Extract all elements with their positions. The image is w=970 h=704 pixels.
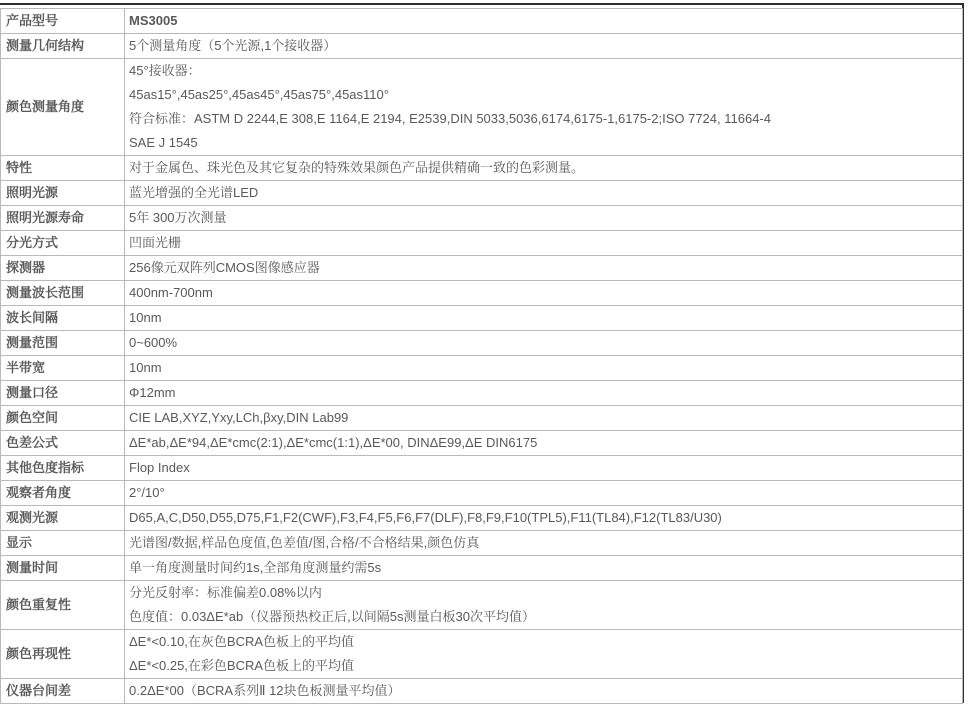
- spec-value-line: SAE J 1545: [129, 135, 198, 150]
- spec-row: [1, 556, 963, 581]
- spec-label: 观测光源: [1, 506, 125, 531]
- spec-label: 观察者角度: [1, 481, 125, 506]
- spec-value-line: Flop Index: [129, 460, 190, 475]
- spec-label: 显示: [1, 531, 125, 556]
- spec-value-line: 色度值：0.03ΔE*ab（仪器预热校正后,以间隔5s测量白板30次平均值）: [129, 609, 535, 624]
- spec-row: [1, 256, 963, 281]
- spec-value: [125, 9, 963, 34]
- spec-value: [125, 556, 963, 581]
- spec-row: [1, 9, 963, 34]
- spec-label: 颜色测量角度: [1, 59, 125, 156]
- spec-row: [1, 431, 963, 456]
- spec-row: [1, 381, 963, 406]
- spec-label: 照明光源寿命: [1, 206, 125, 231]
- spec-row: [1, 581, 963, 630]
- spec-label: 波长间隔: [1, 306, 125, 331]
- spec-value: [125, 506, 963, 531]
- spec-value-line: 10nm: [129, 360, 162, 375]
- spec-row: [1, 406, 963, 431]
- spec-value-line: ΔE*ab,ΔE*94,ΔE*cmc(2:1),ΔE*cmc(1:1),ΔE*00, DINΔE99,ΔE DIN6175: [129, 435, 538, 450]
- spec-value-line: 400nm-700nm: [129, 285, 213, 300]
- spec-value: [125, 59, 963, 156]
- spec-value: [125, 431, 963, 456]
- spec-value-line: 5年 300万次测量: [129, 210, 227, 225]
- spec-value: [125, 406, 963, 431]
- spec-value-line: MS3005: [129, 13, 178, 28]
- spec-label: 分光方式: [1, 231, 125, 256]
- spec-label: 测量波长范围: [1, 281, 125, 306]
- product-spec-table: [0, 8, 963, 704]
- spec-value: [125, 206, 963, 231]
- spec-value: [125, 679, 963, 704]
- spec-value-line: CIE LAB,XYZ,Yxy,LCh,βxy,DIN Lab99: [129, 410, 349, 425]
- spec-label: 颜色重复性: [1, 581, 125, 630]
- spec-value-line: 光谱图/数据,样品色度值,色差值/图,合格/不合格结果,颜色仿真: [129, 535, 480, 550]
- spec-row: [1, 306, 963, 331]
- spec-value-line: 0~600%: [129, 335, 178, 350]
- spec-row: [1, 630, 963, 679]
- spec-value: [125, 34, 963, 59]
- spec-label: 测量几何结构: [1, 34, 125, 59]
- spec-value-line: 0.2ΔE*00（BCRA系列Ⅱ 12块色板测量平均值）: [129, 683, 401, 698]
- spec-value: [125, 630, 963, 679]
- spec-label: 其他色度指标: [1, 456, 125, 481]
- spec-label: 产品型号: [1, 9, 125, 34]
- spec-row: [1, 206, 963, 231]
- spec-value-line: 5个测量角度（5个光源,1个接收器）: [129, 38, 337, 53]
- spec-label: 特性: [1, 156, 125, 181]
- spec-value-line: 单一角度测量时间约1s,全部角度测量约需5s: [129, 560, 382, 575]
- spec-label: 半带宽: [1, 356, 125, 381]
- spec-value-line: 符合标准：ASTM D 2244,E 308,E 1164,E 2194, E2539,DIN 5033,5036,6174,6175-1,6175-2;ISO 7724, 11664-4: [129, 111, 771, 126]
- spec-row: [1, 231, 963, 256]
- spec-value-line: 2°/10°: [129, 485, 165, 500]
- spec-value: [125, 306, 963, 331]
- spec-value-line: 256像元双阵列CMOS图像感应器: [129, 260, 320, 275]
- spec-row: [1, 331, 963, 356]
- page-top-divider-line: [0, 3, 964, 5]
- spec-value-line: 45°接收器：: [129, 63, 201, 78]
- spec-label: 色差公式: [1, 431, 125, 456]
- spec-value-line: 蓝光增强的全光谱LED: [129, 185, 259, 200]
- spec-value: [125, 181, 963, 206]
- spec-label: 测量范围: [1, 331, 125, 356]
- spec-row: [1, 506, 963, 531]
- spec-value-line: Φ12mm: [129, 385, 176, 400]
- spec-label: 测量口径: [1, 381, 125, 406]
- spec-value: [125, 456, 963, 481]
- spec-row: [1, 356, 963, 381]
- spec-value-line: ΔE*<0.25,在彩色BCRA色板上的平均值: [129, 658, 355, 673]
- spec-value-line: 凹面光栅: [129, 235, 182, 250]
- spec-value: [125, 581, 963, 630]
- spec-row: [1, 34, 963, 59]
- spec-row: [1, 181, 963, 206]
- spec-row: [1, 456, 963, 481]
- spec-value-line: ΔE*<0.10,在灰色BCRA色板上的平均值: [129, 634, 355, 649]
- spec-label: 测量时间: [1, 556, 125, 581]
- spec-label: 颜色再现性: [1, 630, 125, 679]
- spec-value: [125, 356, 963, 381]
- spec-value: [125, 256, 963, 281]
- spec-label: 颜色空间: [1, 406, 125, 431]
- spec-value: [125, 381, 963, 406]
- spec-row: [1, 156, 963, 181]
- spec-row: [1, 281, 963, 306]
- spec-label: 照明光源: [1, 181, 125, 206]
- spec-value-line: 10nm: [129, 310, 162, 325]
- spec-value-line: 45as15°,45as25°,45as45°,45as75°,45as110°: [129, 87, 389, 102]
- spec-label: 探测器: [1, 256, 125, 281]
- spec-value-line: D65,A,C,D50,D55,D75,F1,F2(CWF),F3,F4,F5,F6,F7(DLF),F8,F9,F10(TPL5),F11(TL84),F12(TL83/U30): [129, 510, 722, 525]
- spec-row: [1, 679, 963, 704]
- spec-value: [125, 231, 963, 256]
- spec-row: [1, 531, 963, 556]
- spec-value-line: 对于金属色、珠光色及其它复杂的特殊效果颜色产品提供精确一致的色彩测量。: [129, 160, 585, 175]
- spec-value: [125, 481, 963, 506]
- spec-value-line: 分光反射率：标准偏差0.08%以内: [129, 585, 322, 600]
- spec-value: [125, 156, 963, 181]
- spec-row: [1, 59, 963, 156]
- spec-value: [125, 531, 963, 556]
- spec-table-body: [1, 9, 963, 704]
- spec-value: [125, 331, 963, 356]
- spec-value: [125, 281, 963, 306]
- spec-row: [1, 481, 963, 506]
- spec-label: 仪器台间差: [1, 679, 125, 704]
